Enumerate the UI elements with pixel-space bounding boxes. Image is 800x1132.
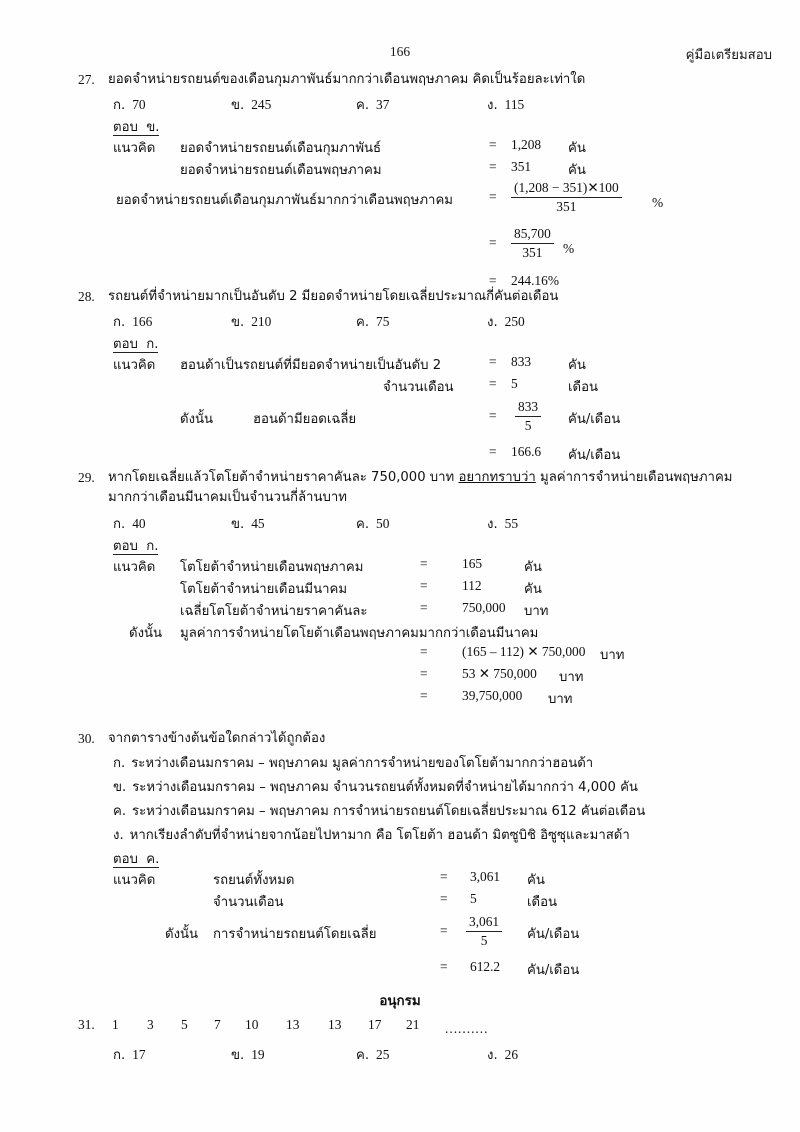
choice-value: 245 xyxy=(251,97,272,113)
equals-sign: = xyxy=(440,959,448,975)
answer-value: ค. xyxy=(146,852,160,868)
choice-value: 19 xyxy=(251,1047,265,1062)
question-28-number: 28. xyxy=(78,289,95,304)
question-30-number: 30. xyxy=(78,731,95,746)
fraction-bar xyxy=(511,243,554,244)
choice-value: 50 xyxy=(376,515,390,531)
work-value: (165 – 112) ✕ 750,000 xyxy=(462,643,586,659)
fraction-body xyxy=(515,399,541,433)
answer-29 xyxy=(0,535,800,556)
option-label: ก. xyxy=(113,756,126,772)
choice-value: 55 xyxy=(504,515,519,531)
work-value: 165 xyxy=(462,555,483,571)
choice-28-b[interactable] xyxy=(231,311,271,332)
answer-28 xyxy=(0,333,800,354)
choice-value: 45 xyxy=(251,515,265,531)
work-desc: ยอดจำหน่ายรถยนต์เดือนกุมภาพันธ์มากกว่าเดือนพฤษภาคม xyxy=(116,193,453,209)
work-unit: คัน xyxy=(568,358,586,374)
work-row xyxy=(0,444,800,466)
question-30-work xyxy=(0,869,800,981)
work-row xyxy=(0,891,800,913)
equals-sign: = xyxy=(420,665,428,681)
question-31 xyxy=(0,1017,800,1066)
work-unit: คัน xyxy=(524,581,542,597)
choice-28-c[interactable] xyxy=(356,311,389,332)
choice-label: ก. xyxy=(113,98,126,114)
question-29-number: 29. xyxy=(78,470,95,485)
choice-value: 25 xyxy=(376,1047,390,1062)
fraction-numerator: 3,061 xyxy=(469,914,500,930)
choice-label: ค. xyxy=(356,98,370,114)
equals-sign: = xyxy=(489,408,497,424)
question-31-choices xyxy=(0,1044,800,1066)
choice-value: 166 xyxy=(132,314,153,330)
work-unit: เดือน xyxy=(568,380,599,396)
question-29-text-line1 xyxy=(108,468,800,488)
work-desc: เฉลี่ยโตโยต้าจำหน่ายราคาคันละ xyxy=(180,603,368,619)
equals-sign: = xyxy=(420,577,428,593)
equals-sign: = xyxy=(489,137,497,153)
equals-sign: = xyxy=(420,555,428,571)
fraction-bar xyxy=(515,416,541,417)
work-value: 5 xyxy=(470,891,477,907)
question-29-text-line2: มากกว่าเดือนมีนาคมเป็นจำนวนกี่ล้านบาท xyxy=(108,490,347,506)
question-28-text: รถยนต์ที่จำหน่ายมากเป็นอันดับ 2 มียอดจำหน่ายโดยเฉลี่ยประมาณกี่คันต่อเดือน xyxy=(108,289,559,304)
answer-label: ตอบ xyxy=(113,852,138,868)
question-29-text-emphasis: อยากทราบว่า xyxy=(458,470,536,485)
conclusion-row xyxy=(0,622,800,644)
choice-value: 115 xyxy=(504,97,525,113)
work-unit: คัน/เดือน xyxy=(527,927,580,943)
question-27-work xyxy=(0,137,800,295)
work-row xyxy=(0,556,800,578)
answer-27-text xyxy=(113,120,159,136)
choice-label: ง. xyxy=(487,1048,498,1063)
seq-term-8: 17 xyxy=(368,1017,382,1032)
work-desc: การจำหน่ายรถยนต์โดยเฉลี่ย xyxy=(213,927,377,943)
work-desc: รถยนต์ทั้งหมด xyxy=(213,873,295,889)
answer-value: ข. xyxy=(146,120,160,136)
work-row xyxy=(0,959,800,981)
work-value: 1,208 xyxy=(511,137,542,153)
fraction-body xyxy=(511,226,554,260)
choice-value: 26 xyxy=(504,1047,519,1062)
fraction-numerator: (1,208 − 351)✕100 xyxy=(514,180,619,196)
equals-sign: = xyxy=(420,687,428,703)
choice-29-a[interactable] xyxy=(113,513,146,534)
work-row xyxy=(0,666,800,688)
choice-label: ข. xyxy=(231,1048,245,1063)
option-text: ระหว่างเดือนมกราคม – พฤษภาคม มูลค่าการจำหน่ายของโตโยต้ามากกว่าฮอนด้า xyxy=(131,756,594,772)
work-unit: คัน/เดือน xyxy=(568,412,621,428)
fraction-body xyxy=(466,914,502,948)
choice-value: 75 xyxy=(376,314,390,330)
work-value: 112 xyxy=(462,577,482,593)
work-value: 53 ✕ 750,000 xyxy=(462,665,537,681)
choice-value: 250 xyxy=(504,314,525,330)
work-desc: โตโยต้าจำหน่ายเดือนพฤษภาคม xyxy=(180,559,364,575)
percent-sign: % xyxy=(563,241,575,257)
answer-30 xyxy=(0,848,800,869)
seq-term-5: 10 xyxy=(245,1017,259,1032)
question-27-text: ยอดจำหน่ายรถยนต์ของเดือนกุมภาพันธ์มากกว่าเดือนพฤษภาคม คิดเป็นร้อยละเท่าใด xyxy=(108,72,586,87)
option-text: หากเรียงลำดับที่จำหน่ายจากน้อยไปหามาก คือ โตโยต้า ฮอนด้า มิตซูบิชิ อิซูซุและมาสด้า xyxy=(129,828,630,844)
choice-29-d[interactable] xyxy=(487,513,518,534)
seq-term-2: 3 xyxy=(147,1017,154,1032)
work-value: 833 xyxy=(511,354,532,370)
question-27-number: 27. xyxy=(78,72,95,87)
fraction-denominator: 5 xyxy=(480,932,488,948)
answer-label: ตอบ xyxy=(113,538,138,554)
equals-sign: = xyxy=(440,869,448,885)
work-unit: คัน/เดือน xyxy=(568,448,621,464)
work-row-fraction xyxy=(0,227,800,273)
fraction-bar xyxy=(511,197,622,198)
work-row xyxy=(0,159,800,181)
question-29-choices xyxy=(0,513,800,535)
equals-sign: = xyxy=(489,189,497,205)
equals-sign: = xyxy=(440,923,448,939)
choice-29-c[interactable] xyxy=(356,513,389,534)
choice-label: ข. xyxy=(231,98,245,114)
choice-label: ง. xyxy=(487,98,498,114)
work-value: 166.6 xyxy=(511,444,542,460)
seq-term-1: 1 xyxy=(112,1017,119,1032)
choice-28-d[interactable] xyxy=(487,311,525,332)
answer-30-text xyxy=(113,852,159,868)
choice-27-b[interactable] xyxy=(231,94,271,115)
question-27-heading xyxy=(0,70,800,90)
work-value: 351 xyxy=(511,159,532,175)
work-unit: บาท xyxy=(559,669,584,685)
question-29-text-part2: มูลค่าการจำหน่ายเดือนพฤษภาคม xyxy=(535,470,733,485)
option-label: ง. xyxy=(113,828,124,844)
question-28 xyxy=(0,287,800,466)
fraction-denominator: 351 xyxy=(556,198,577,214)
work-desc: ฮอนด้าเป็นรถยนต์ที่มียอดจำหน่ายเป็นอันดับ 2 xyxy=(180,358,442,374)
equals-sign: = xyxy=(420,643,428,659)
fraction-body xyxy=(511,180,622,214)
choice-value: 37 xyxy=(376,97,390,113)
fraction-denominator: 351 xyxy=(522,244,543,260)
option-30-b[interactable] xyxy=(0,776,800,800)
choice-label: ค. xyxy=(356,315,370,331)
choice-label: ก. xyxy=(113,315,126,331)
choice-label: ง. xyxy=(487,315,498,331)
answer-label: ตอบ xyxy=(113,120,138,136)
seq-term-9: 21 xyxy=(406,1017,420,1032)
choice-27-a[interactable] xyxy=(113,94,146,115)
work-desc: จำนวนเดือน xyxy=(213,895,284,911)
answer-value: ก. xyxy=(146,337,159,353)
option-30-a[interactable] xyxy=(0,752,800,776)
work-unit: บาท xyxy=(600,647,625,663)
choice-label: ง. xyxy=(487,516,498,532)
equals-sign: = xyxy=(489,159,497,175)
question-27-choices xyxy=(0,94,800,116)
question-28-work xyxy=(0,354,800,466)
question-29-text-part1: หากโดยเฉลี่ยแล้วโตโยต้าจำหน่ายราคาคันละ 750,000 บาท xyxy=(108,470,459,485)
work-row xyxy=(0,600,800,622)
answer-value: ก. xyxy=(146,538,159,554)
seq-term-3: 5 xyxy=(181,1017,188,1032)
choice-value: 210 xyxy=(251,314,272,330)
work-row-fraction xyxy=(0,181,800,227)
equals-sign: = xyxy=(489,273,497,289)
work-desc: ยอดจำหน่ายรถยนต์เดือนกุมภาพันธ์ xyxy=(180,141,382,157)
work-desc: ยอดจำหน่ายรถยนต์เดือนพฤษภาคม xyxy=(180,163,382,179)
work-value: 39,750,000 xyxy=(462,687,523,703)
work-value: 5 xyxy=(511,376,518,392)
work-unit: คัน xyxy=(527,873,545,889)
choice-27-c[interactable] xyxy=(356,94,389,115)
fraction-numerator: 85,700 xyxy=(514,226,551,242)
work-lead: แนวคิด xyxy=(113,358,156,374)
choice-label: ค. xyxy=(356,516,370,532)
equals-sign: = xyxy=(440,891,448,907)
choice-label: ค. xyxy=(356,1048,370,1063)
work-lead: แนวคิด xyxy=(113,559,156,575)
question-28-choices xyxy=(0,311,800,333)
choice-31-b[interactable] xyxy=(231,1044,265,1065)
work-row xyxy=(0,578,800,600)
seq-term-7: 13 xyxy=(328,1017,342,1032)
equals-sign: = xyxy=(489,354,497,370)
choice-27-d[interactable] xyxy=(487,94,524,115)
option-30-d[interactable] xyxy=(0,824,800,848)
choice-label: ก. xyxy=(113,1048,126,1063)
seq-term-6: 13 xyxy=(286,1017,300,1032)
seq-continuation: .......... xyxy=(445,1021,489,1036)
section-title-sequence: อนุกรม xyxy=(379,994,421,1009)
equals-sign: = xyxy=(489,376,497,392)
work-lead-2: ดังนั้น xyxy=(165,927,199,943)
seq-term-4: 7 xyxy=(214,1017,221,1032)
work-unit: บาท xyxy=(524,603,549,619)
work-unit: บาท xyxy=(548,691,573,707)
work-value: 244.16% xyxy=(511,273,559,289)
answer-27 xyxy=(0,116,800,137)
work-value: 3,061 xyxy=(470,869,501,885)
question-29-work xyxy=(0,556,800,710)
book-title: คู่มือเตรียมสอบ xyxy=(685,48,772,63)
equals-sign: = xyxy=(420,599,428,615)
conclusion-lead: ดังนั้น xyxy=(129,625,163,641)
work-row-fraction xyxy=(0,398,800,444)
choice-31-d[interactable] xyxy=(487,1044,518,1065)
work-row xyxy=(0,688,800,710)
work-value: 612.2 xyxy=(470,959,501,975)
option-text: ระหว่างเดือนมกราคม – พฤษภาคม จำนวนรถยนต์ทั้งหมดที่จำหน่ายได้มากกว่า 4,000 คัน xyxy=(132,780,638,796)
work-desc: ฮอนด้ามียอดเฉลี่ย xyxy=(253,412,357,428)
answer-label: ตอบ xyxy=(113,337,138,353)
choice-31-a[interactable] xyxy=(113,1044,146,1065)
option-text: ระหว่างเดือนมกราคม – พฤษภาคม การจำหน่ายรถยนต์โดยเฉลี่ยประมาณ 612 คันต่อเดือน xyxy=(132,804,646,820)
answer-29-text xyxy=(113,539,158,555)
question-27 xyxy=(0,70,800,295)
choice-28-a[interactable] xyxy=(113,311,152,332)
equals-sign: = xyxy=(489,444,497,460)
work-row-fraction xyxy=(0,913,800,959)
question-29 xyxy=(0,468,800,710)
question-30-heading xyxy=(0,729,800,749)
percent-sign: % xyxy=(652,195,664,211)
choice-label: ก. xyxy=(113,516,126,532)
work-unit: คัน/เดือน xyxy=(527,963,580,979)
option-30-c[interactable] xyxy=(0,800,800,824)
work-unit: เดือน xyxy=(527,895,558,911)
work-unit: คัน xyxy=(524,559,542,575)
choice-31-c[interactable] xyxy=(356,1044,389,1065)
question-31-sequence xyxy=(0,1017,800,1041)
question-29-heading xyxy=(0,468,800,509)
equals-sign: = xyxy=(489,235,497,251)
question-30-text: จากตารางข้างต้นข้อใดกล่าวได้ถูกต้อง xyxy=(108,731,326,746)
choice-label: ข. xyxy=(231,315,245,331)
work-unit: คัน xyxy=(568,163,586,179)
work-row xyxy=(0,137,800,159)
fraction-denominator: 5 xyxy=(524,417,532,433)
question-31-number: 31. xyxy=(78,1017,95,1032)
option-label: ค. xyxy=(113,804,127,820)
work-row xyxy=(0,869,800,891)
choice-value: 40 xyxy=(132,515,146,531)
work-lead: แนวคิด xyxy=(113,141,156,157)
work-lead-2: ดังนั้น xyxy=(180,412,214,428)
work-row xyxy=(0,644,800,666)
answer-28-text xyxy=(113,337,158,353)
fraction-bar xyxy=(466,931,502,932)
work-desc: โตโยต้าจำหน่ายเดือนมีนาคม xyxy=(180,581,348,597)
work-value: 750,000 xyxy=(462,599,506,615)
choice-value: 70 xyxy=(132,97,146,113)
question-30 xyxy=(0,729,800,981)
choice-label: ข. xyxy=(231,516,245,532)
page-header xyxy=(0,44,800,66)
work-desc: จำนวนเดือน xyxy=(383,380,454,396)
fraction-numerator: 833 xyxy=(518,399,539,415)
option-label: ข. xyxy=(113,780,127,796)
work-row xyxy=(0,354,800,376)
conclusion-text: มูลค่าการจำหน่ายโตโยต้าเดือนพฤษภาคมมากกว่าเดือนมีนาคม xyxy=(180,625,539,641)
work-unit: คัน xyxy=(568,141,586,157)
question-28-heading xyxy=(0,287,800,307)
page-number: 166 xyxy=(389,44,411,59)
work-row xyxy=(0,376,800,398)
choice-value: 17 xyxy=(132,1047,146,1062)
choice-29-b[interactable] xyxy=(231,513,265,534)
work-lead: แนวคิด xyxy=(113,873,156,889)
